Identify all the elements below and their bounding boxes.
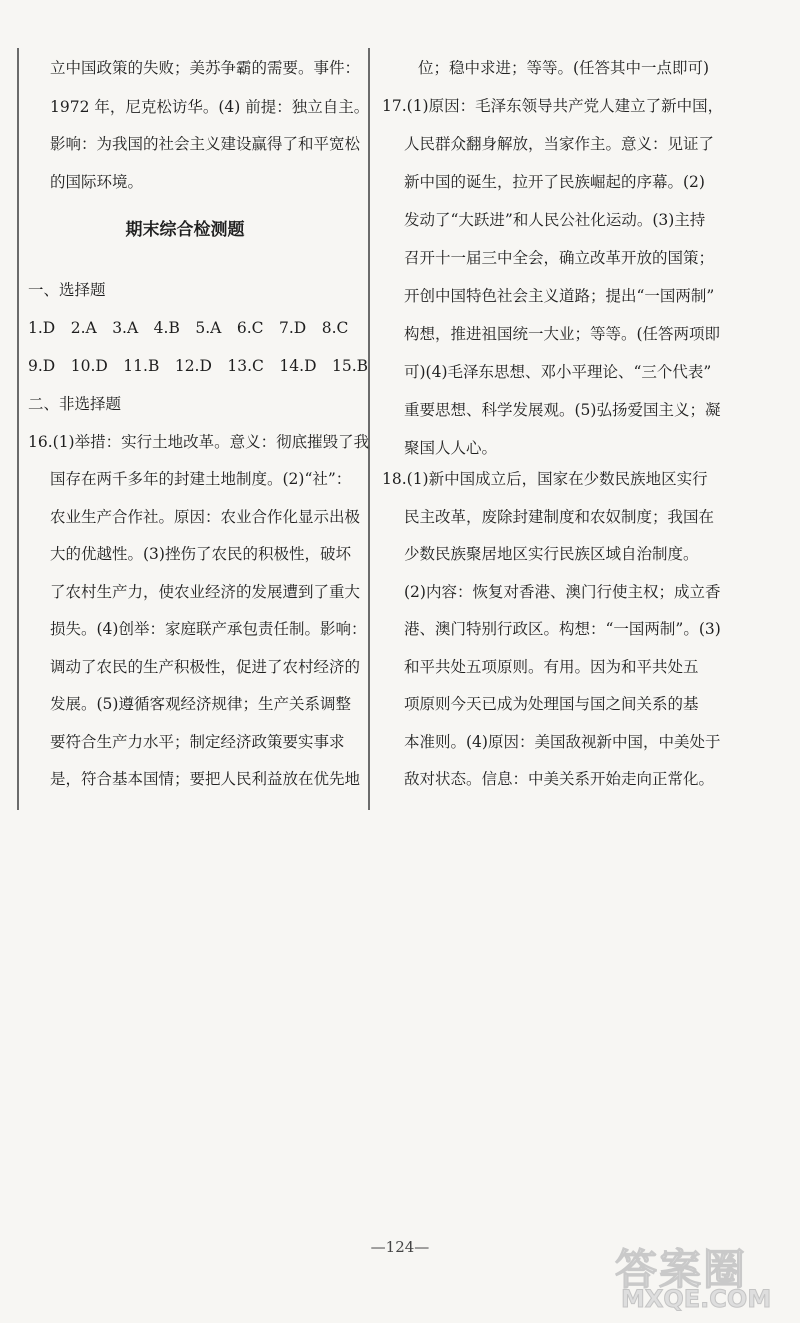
q18-line: 18.(1)新中国成立后，国家在少数民族地区实行 [382, 470, 708, 488]
q17-line: 重要思想、科学发展观。(5)弘扬爱国主义；凝 [404, 401, 721, 419]
q17-line: 17.(1)原因：毛泽东领导共产党人建立了新中国， [382, 97, 724, 115]
q17-line: 发动了“大跃进”和人民公社化运动。(3)主持 [404, 211, 706, 229]
left-column [0, 0, 370, 820]
q17-line: 人民群众翻身解放，当家作主。意义：见证了 [404, 135, 715, 153]
mc-answers-row: 1.D 2.A 3.A 4.B 5.A 6.C 7.D 8.C [28, 319, 349, 337]
q16-line: 调动了农民的生产积极性，促进了农村经济的 [50, 658, 361, 676]
q18-line: 敌对状态。信息：中美关系开始走向正常化。 [404, 770, 715, 788]
watermark-text-small: MXQE.COM [621, 1285, 772, 1313]
q16-line: 发展。(5)遵循客观经济规律；生产关系调整 [50, 695, 351, 713]
q16-line: 大的优越性。(3)挫伤了农民的积极性，破坏 [50, 545, 351, 563]
section-title: 期末综合检测题 [125, 220, 245, 240]
q16-line: 16.(1)举措：实行土地改革。意义：彻底摧毁了我 [28, 433, 370, 451]
q18-line: 少数民族聚居地区实行民族区域自治制度。 [404, 545, 699, 563]
q18-line: 民主改革，废除封建制度和农奴制度；我国在 [404, 508, 715, 526]
q16-line: 国存在两千多年的封建土地制度。(2)“社”： [50, 470, 352, 488]
q16-line: 损失。(4)创举：家庭联产承包责任制。影响： [50, 620, 367, 638]
q18-line: 项原则今天已成为处理国与国之间关系的基 [404, 695, 699, 713]
q16-line: 要符合生产力水平；制定经济政策要实事求 [50, 733, 345, 751]
page-number: —124— [370, 1238, 430, 1256]
left-text-line: 影响：为我国的社会主义建设赢得了和平宽松 [50, 135, 361, 153]
q17-line: 开创中国特色社会主义道路；提出“一国两制” [404, 287, 715, 305]
q17-line: 可)(4)毛泽东思想、邓小平理论、“三个代表” [404, 363, 712, 381]
q17-line: 构想，推进祖国统一大业；等等。(任答两项即 [404, 325, 721, 343]
q18-line: 和平共处五项原则。有用。因为和平共处五 [404, 658, 699, 676]
right-column [370, 0, 800, 820]
left-text-line: 的国际环境。 [50, 173, 144, 191]
q16-line: 是，符合基本国情；要把人民利益放在优先地 [50, 770, 361, 788]
part1-heading: 一、选择题 [28, 281, 106, 299]
watermark-logo [615, 1237, 780, 1317]
right-top-line: 位；稳中求进；等等。(任答其中一点即可) [418, 59, 710, 77]
q18-line: 本准则。(4)原因：美国敌视新中国，中美处于 [404, 733, 721, 751]
watermark-text-big: 答案圈 [615, 1245, 748, 1294]
left-text-line: 立中国政策的失败；美苏争霸的需要。事件： [50, 59, 361, 77]
part2-heading: 二、非选择题 [28, 395, 122, 413]
q17-line: 聚国人人心。 [404, 439, 498, 457]
q16-line: 农业生产合作社。原因：农业合作化显示出极 [50, 508, 361, 526]
q17-line: 召开十一届三中全会，确立改革开放的国策； [404, 249, 715, 267]
q18-line: 港、澳门特别行政区。构想：“一国两制”。(3) [404, 620, 721, 638]
mc-answers-row: 9.D 10.D 11.B 12.D 13.C 14.D 15.B [28, 357, 369, 375]
left-text-line: 1972 年，尼克松访华。(4) 前提：独立自主。 [50, 98, 370, 116]
q18-line: (2)内容：恢复对香港、澳门行使主权；成立香 [404, 583, 721, 601]
q16-line: 了农村生产力，使农业经济的发展遭到了重大 [50, 583, 361, 601]
q17-line: 新中国的诞生，拉开了民族崛起的序幕。(2) [404, 173, 705, 191]
